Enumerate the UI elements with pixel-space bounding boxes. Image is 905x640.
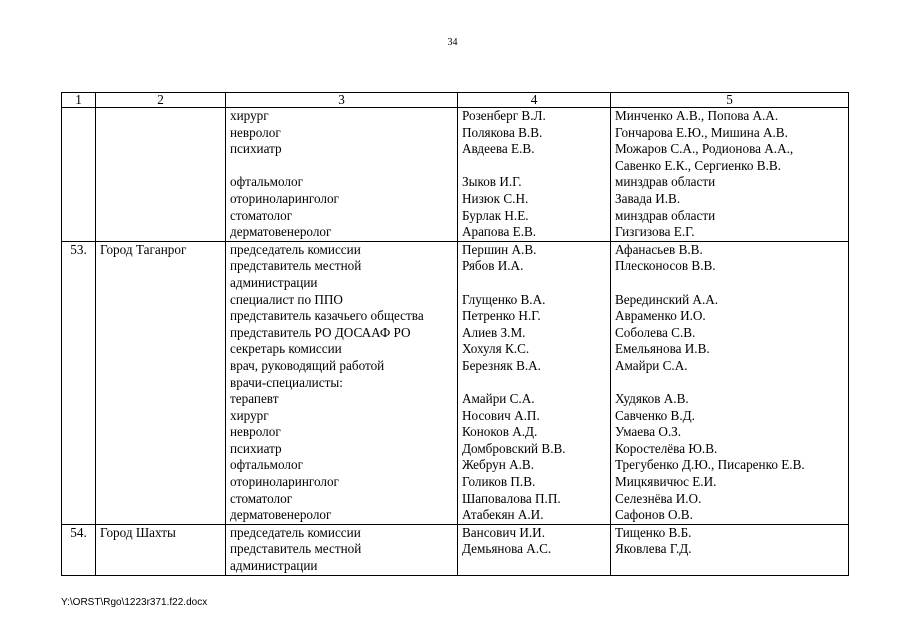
table-row [62,325,849,342]
commission-role-cell: представитель местной [226,541,458,558]
row-number-cell [62,375,96,392]
reserve-member-cell: Мицкявичюс Е.И. [611,474,849,491]
municipality-cell [96,507,226,524]
reserve-member-cell: Трегубенко Д.Ю., Писаренко Е.В. [611,457,849,474]
reserve-member-cell: Авраменко И.О. [611,308,849,325]
reserve-member-cell: минздрав области [611,208,849,225]
primary-member-cell: Розенберг В.Л. [458,108,611,125]
commission-role-cell: психиатр [226,141,458,158]
row-number-cell [62,391,96,408]
commission-role-cell: терапевт [226,391,458,408]
municipality-cell [96,325,226,342]
municipality-cell [96,424,226,441]
table-row [62,174,849,191]
commission-role-cell: офтальмолог [226,457,458,474]
row-number-cell [62,125,96,142]
primary-member-cell: Арапова Е.В. [458,224,611,241]
municipality-cell [96,358,226,375]
table-row [62,457,849,474]
commission-role-cell: невролог [226,424,458,441]
reserve-member-cell [611,375,849,392]
commission-role-cell: хирург [226,108,458,125]
primary-member-cell: Домбровский В.В. [458,441,611,458]
table-row [62,158,849,175]
commission-role-cell: представитель местной [226,258,458,275]
primary-member-cell [458,275,611,292]
primary-member-cell: Березняк В.А. [458,358,611,375]
municipality-cell [96,208,226,225]
municipality-cell [96,108,226,125]
table-row [62,275,849,292]
municipality-cell: Город Таганрог [96,241,226,258]
column-header-1: 1 [62,93,96,108]
commission-role-cell: секретарь комиссии [226,341,458,358]
row-number-cell [62,441,96,458]
table-row [62,292,849,309]
row-number-cell [62,408,96,425]
row-number-cell [62,308,96,325]
table-header-row [62,93,849,108]
municipality-cell [96,375,226,392]
municipality-cell [96,408,226,425]
table-row [62,558,849,575]
primary-member-cell: Хохуля К.С. [458,341,611,358]
municipality-cell [96,275,226,292]
commission-role-cell: психиатр [226,441,458,458]
primary-member-cell: Шаповалова П.П. [458,491,611,508]
primary-member-cell: Низюк С.Н. [458,191,611,208]
primary-member-cell: Петренко Н.Г. [458,308,611,325]
table-row [62,125,849,142]
table-row [62,308,849,325]
commission-role-cell: стоматолог [226,491,458,508]
reserve-member-cell: Худяков А.В. [611,391,849,408]
municipality-cell [96,491,226,508]
municipality-cell [96,174,226,191]
commission-role-cell: хирург [226,408,458,425]
commission-role-cell: невролог [226,125,458,142]
row-number-cell [62,174,96,191]
reserve-member-cell: Гончарова Е.Ю., Мишина А.В. [611,125,849,142]
reserve-member-cell: Завада И.В. [611,191,849,208]
row-number-cell [62,491,96,508]
reserve-member-cell: Верединский А.А. [611,292,849,309]
table-row [62,507,849,524]
commission-role-cell: стоматолог [226,208,458,225]
row-number-cell [62,341,96,358]
reserve-member-cell: Гизгизова Е.Г. [611,224,849,241]
primary-member-cell [458,158,611,175]
commission-role-cell: администрации [226,558,458,575]
municipality-cell [96,141,226,158]
primary-member-cell: Носович А.П. [458,408,611,425]
column-header-3: 3 [226,93,458,108]
municipality-cell [96,341,226,358]
row-number-cell [62,541,96,558]
reserve-member-cell: Сафонов О.В. [611,507,849,524]
primary-member-cell: Коноков А.Д. [458,424,611,441]
municipality-cell [96,158,226,175]
row-number-cell [62,558,96,575]
table-row [62,524,849,541]
table-row [62,241,849,258]
table-row [62,358,849,375]
reserve-member-cell: Можаров С.А., Родионова А.А., [611,141,849,158]
reserve-member-cell [611,558,849,575]
municipality-cell: Город Шахты [96,524,226,541]
table-row [62,208,849,225]
row-number-cell: 54. [62,524,96,541]
municipality-cell [96,191,226,208]
row-number-cell [62,474,96,491]
row-number-cell [62,191,96,208]
commission-table [61,92,849,576]
municipality-cell [96,391,226,408]
row-number-cell [62,108,96,125]
row-number-cell [62,457,96,474]
row-number-cell [62,141,96,158]
primary-member-cell: Глущенко В.А. [458,292,611,309]
column-header-2: 2 [96,93,226,108]
row-number-cell [62,158,96,175]
table-row [62,408,849,425]
municipality-cell [96,292,226,309]
commission-role-cell: врачи-специалисты: [226,375,458,392]
municipality-cell [96,308,226,325]
table-row [62,141,849,158]
reserve-member-cell: Амайри С.А. [611,358,849,375]
reserve-member-cell: Савенко Е.К., Сергиенко В.В. [611,158,849,175]
commission-role-cell: председатель комиссии [226,241,458,258]
row-number-cell [62,275,96,292]
row-number-cell [62,224,96,241]
commission-role-cell: офтальмолог [226,174,458,191]
reserve-member-cell: Плесконосов В.В. [611,258,849,275]
column-header-5: 5 [611,93,849,108]
table-row [62,341,849,358]
primary-member-cell: Алиев З.М. [458,325,611,342]
reserve-member-cell: Яковлева Г.Д. [611,541,849,558]
reserve-member-cell: минздрав области [611,174,849,191]
primary-member-cell: Атабекян А.И. [458,507,611,524]
municipality-cell [96,258,226,275]
row-number-cell [62,208,96,225]
reserve-member-cell: Афанасьев В.В. [611,241,849,258]
reserve-member-cell: Тищенко В.Б. [611,524,849,541]
commission-role-cell: председатель комиссии [226,524,458,541]
reserve-member-cell: Коростелёва Ю.В. [611,441,849,458]
municipality-cell [96,558,226,575]
column-header-4: 4 [458,93,611,108]
commission-role-cell: представитель РО ДОСААФ РО [226,325,458,342]
row-number-cell [62,358,96,375]
reserve-member-cell: Селезнёва И.О. [611,491,849,508]
commission-role-cell [226,158,458,175]
table-row [62,375,849,392]
row-number-cell [62,258,96,275]
municipality-cell [96,474,226,491]
reserve-member-cell: Соболева С.В. [611,325,849,342]
table-row [62,474,849,491]
table-row [62,391,849,408]
primary-member-cell: Бурлак Н.Е. [458,208,611,225]
primary-member-cell: Зыков И.Г. [458,174,611,191]
primary-member-cell: Першин А.В. [458,241,611,258]
row-number-cell [62,325,96,342]
commission-role-cell: оториноларинголог [226,474,458,491]
primary-member-cell: Голиков П.В. [458,474,611,491]
primary-member-cell: Вансович И.И. [458,524,611,541]
primary-member-cell: Полякова В.В. [458,125,611,142]
reserve-member-cell [611,275,849,292]
reserve-member-cell: Савченко В.Д. [611,408,849,425]
primary-member-cell: Амайри С.А. [458,391,611,408]
row-number-cell [62,424,96,441]
commission-role-cell: дерматовенеролог [226,224,458,241]
primary-member-cell: Демьянова А.С. [458,541,611,558]
municipality-cell [96,541,226,558]
commission-role-cell: представитель казачьего общества [226,308,458,325]
row-number-cell [62,292,96,309]
table-row [62,258,849,275]
primary-member-cell [458,558,611,575]
table-row [62,424,849,441]
table-row [62,541,849,558]
primary-member-cell: Рябов И.А. [458,258,611,275]
commission-role-cell: дерматовенеролог [226,507,458,524]
row-number-cell [62,507,96,524]
table-row [62,108,849,125]
footer-file-path: Y:\ORST\Rgo\1223r371.f22.docx [61,597,208,608]
municipality-cell [96,457,226,474]
commission-role-cell: оториноларинголог [226,191,458,208]
commission-role-cell: специалист по ППО [226,292,458,309]
table-row [62,191,849,208]
table-row [62,224,849,241]
municipality-cell [96,224,226,241]
table-row [62,491,849,508]
reserve-member-cell: Емельянова И.В. [611,341,849,358]
table-row [62,441,849,458]
table-body [62,93,849,576]
commission-role-cell: врач, руководящий работой [226,358,458,375]
commission-role-cell: администрации [226,275,458,292]
primary-member-cell: Авдеева Е.В. [458,141,611,158]
primary-member-cell: Жебрун А.В. [458,457,611,474]
primary-member-cell [458,375,611,392]
row-number-cell: 53. [62,241,96,258]
municipality-cell [96,125,226,142]
reserve-member-cell: Минченко А.В., Попова А.А. [611,108,849,125]
page-number: 34 [447,37,458,48]
reserve-member-cell: Умаева О.З. [611,424,849,441]
municipality-cell [96,441,226,458]
